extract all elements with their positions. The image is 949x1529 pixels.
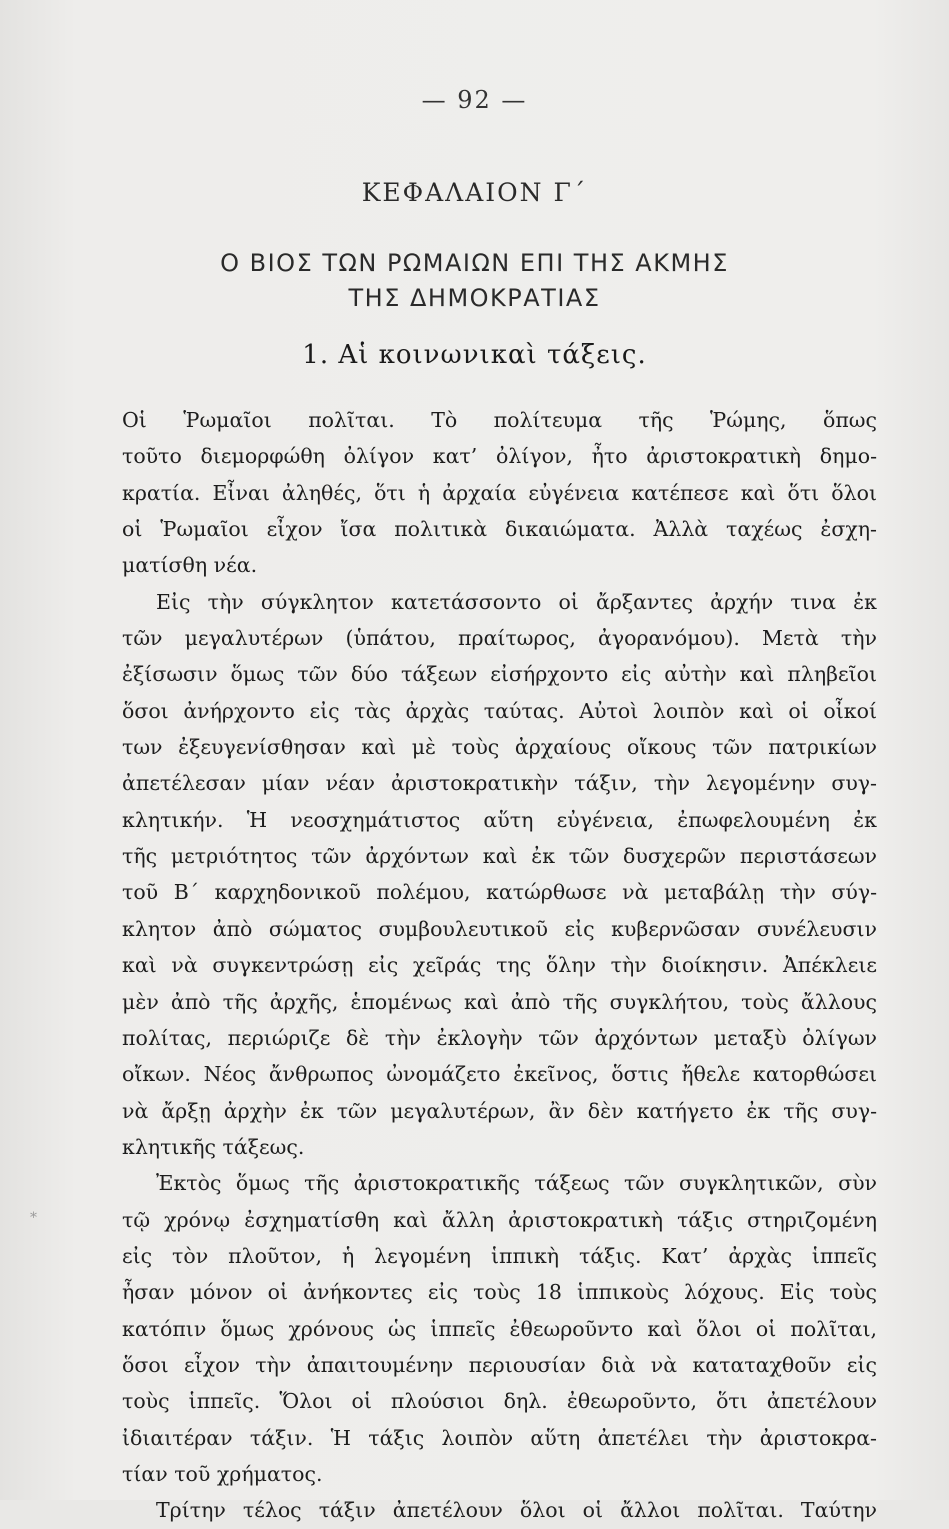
text-line: ἀπετέλεσαν μίαν νέαν ἀριστοκρατικὴν τάξιν, τὴν λεγομένην συγ- <box>122 771 877 796</box>
text-line: κλητον ἀπὸ σώματος συμβουλευτικοῦ εἰς κυβερνῶσαν συνέλευσιν <box>122 916 877 941</box>
text-line: Τρίτην τέλος τάξιν ἀπετέλουν ὅλοι οἱ ἄλλοι πολῖται. Ταύτην <box>156 1498 877 1523</box>
page-number: — 92 — <box>421 86 528 114</box>
text-line: τῶν μεγαλυτέρων (ὑπάτου, πραίτωρος, ἀγορανόμου). Μετὰ τὴν <box>122 626 877 651</box>
body-text <box>122 402 877 1529</box>
margin-mark: * <box>30 1210 37 1226</box>
text-line: τοῦ Β΄ καρχηδονικοῦ πολέμου, κατώρθωσε νὰ μεταβάλῃ τὴν σύγ- <box>122 880 877 905</box>
text-line: τοῦτο διεμορφώθη ὀλίγον κατ’ ὀλίγον, ἦτο ἀριστοκρατικὴ δημο- <box>122 444 877 469</box>
text-line: ἰδιαιτέραν τάξιν. Ἡ τάξις λοιπὸν αὕτη ἀπετέλει τὴν ἀριστοκρα- <box>122 1425 877 1450</box>
text-line: ματίσθη νέα. <box>122 553 258 578</box>
text-line: Εἰς τὴν σύγκλητον κατετάσσοντο οἱ ἄρξαντες ἀρχήν τινα ἐκ <box>156 589 877 614</box>
text-line: τίαν τοῦ χρήματος. <box>122 1461 323 1486</box>
text-line: κρατία. Εἶναι ἀληθές, ὅτι ἡ ἀρχαία εὐγένεια κατέπεσε καὶ ὅτι ὅλοι <box>122 480 877 505</box>
text-line: οἴκων. Νέος ἄνθρωπος ὠνομάζετο ἐκεῖνος, ὅστις ἤθελε κατορθώσει <box>122 1062 877 1087</box>
text-line: κλητικήν. Ἡ νεοσχημάτιστος αὕτη εὐγένεια, ἐπωφελουμένη ἐκ <box>122 807 877 832</box>
text-line: ὅσοι ἀνήρχοντο εἰς τὰς ἀρχὰς ταύτας. Αὐτοὶ λοιπὸν καὶ οἱ οἶκοί <box>122 698 877 723</box>
text-line: κατόπιν ὅμως χρόνους ὡς ἱππεῖς ἐθεωροῦντο καὶ ὅλοι οἱ πολῖται, <box>122 1316 877 1341</box>
text-line: οἱ Ῥωμαῖοι εἶχον ἴσα πολιτικὰ δικαιώματα. Ἀλλὰ ταχέως ἐσχη- <box>122 517 877 542</box>
chapter-heading: ΚΕΦΑΛΑΙΟΝ Γ΄ <box>361 178 588 207</box>
text-line: κλητικῆς τάξεως. <box>122 1134 305 1159</box>
text-line: νὰ ἄρξῃ ἀρχὴν ἐκ τῶν μεγαλυτέρων, ἂν δὲν κατήγετο ἐκ τῆς συγ- <box>122 1098 877 1123</box>
text-line: ἐξίσωσιν ὅμως τῶν δύο τάξεων εἰσήρχοντο εἰς αὐτὴν καὶ πληβεῖοι <box>122 662 877 687</box>
text-line: καὶ νὰ συγκεντρώσῃ εἰς χεῖράς της ὅλην τὴν διοίκησιν. Ἀπέκλειε <box>122 953 877 978</box>
text-line: Οἱ Ῥωμαῖοι πολῖται. Τὸ πολίτευμα τῆς Ῥώμης, ὅπως <box>122 408 877 432</box>
text-line: εἰς τὸν πλοῦτον, ἡ λεγομένη ἱππικὴ τάξις. Κατ’ ἀρχὰς ἱππεῖς <box>122 1243 877 1268</box>
text-line: Ἐκτὸς ὅμως τῆς ἀριστοκρατικῆς τάξεως τῶν συγκλητικῶν, σὺν <box>156 1171 877 1196</box>
text-line: των ἐξευγενίσθησαν καὶ μὲ τοὺς ἀρχαίους οἴκους τῶν πατρικίων <box>122 735 877 760</box>
text-line: ὅσοι εἶχον τὴν ἀπαιτουμένην περιουσίαν διὰ νὰ καταταχθοῦν εἰς <box>122 1352 877 1377</box>
text-line: ἦσαν μόνον οἱ ἀνήκοντες εἰς τοὺς 18 ἱππικοὺς λόχους. Εἰς τοὺς <box>122 1280 877 1305</box>
chapter-title-line-2: ΤΗΣ ΔΗΜΟΚΡΑΤΙΑΣ <box>348 284 601 312</box>
text-line: τῷ χρόνῳ ἐσχηματίσθη καὶ ἄλλη ἀριστοκρατικὴ τάξις στηριζομένη <box>122 1207 877 1232</box>
chapter-title-line-1: Ο ΒΙΟΣ ΤΩΝ ΡΩΜΑΙΩΝ ΕΠΙ ΤΗΣ ΑΚΜΗΣ <box>220 249 729 277</box>
section-heading: 1. Αἱ κοινωνικαὶ τάξεις. <box>302 340 647 370</box>
text-line: πολίτας, περιώριζε δὲ τὴν ἐκλογὴν τῶν ἀρχόντων μεταξὺ ὀλίγων <box>122 1025 877 1050</box>
chapter-title <box>0 246 949 316</box>
text-line: τοὺς ἱππεῖς. Ὅλοι οἱ πλούσιοι δηλ. ἐθεωροῦντο, ὅτι ἀπετέλουν <box>122 1389 877 1414</box>
text-line: τῆς μετριότητος τῶν ἀρχόντων καὶ ἐκ τῶν δυσχερῶν περιστάσεων <box>122 844 877 869</box>
text-line: μὲν ἀπὸ τῆς ἀρχῆς, ἑπομένως καὶ ἀπὸ τῆς συγκλήτου, τοὺς ἄλλους <box>122 989 877 1014</box>
